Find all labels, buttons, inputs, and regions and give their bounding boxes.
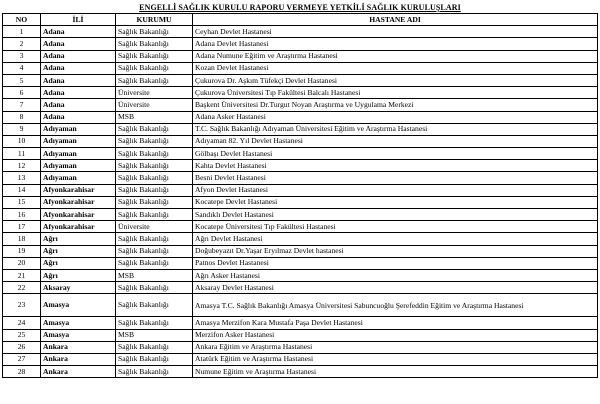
row-hospital-cell: Kocatepe Üniversitesi Tıp Fakültesi Hastanesi [193, 221, 598, 233]
row-institution-cell: Sağlık Bakanlığı [116, 148, 193, 160]
row-no-cell: 17 [3, 221, 41, 233]
row-hospital-cell: Adıyaman 82. Yıl Devlet Hastanesi [193, 135, 598, 147]
document-page [2, 2, 598, 378]
row-hospital-cell: Ağrı Asker Hastanesi [193, 269, 598, 281]
row-no-cell: 26 [3, 341, 41, 353]
row-institution-cell: Sağlık Bakanlığı [116, 209, 193, 221]
table-row [3, 317, 598, 329]
row-institution-cell: Sağlık Bakanlığı [116, 135, 193, 147]
row-no-cell: 8 [3, 111, 41, 123]
row-institution-cell: Sağlık Bakanlığı [116, 50, 193, 62]
table-row [3, 209, 598, 221]
row-hospital-cell: Doğubeyazıt Dr.Yaşar Eryılmaz Devlet hastanesi [193, 245, 598, 257]
row-institution-cell: Sağlık Bakanlığı [116, 172, 193, 184]
hospital-table [2, 13, 598, 378]
row-province-cell: Ankara [41, 366, 116, 378]
header-kurumu: KURUMU [116, 14, 193, 26]
row-institution-cell: MSB [116, 111, 193, 123]
row-hospital-cell: Kocatepe Devlet Hastanesi [193, 196, 598, 208]
row-institution-cell: Sağlık Bakanlığı [116, 353, 193, 365]
row-no-cell: 1 [3, 26, 41, 38]
row-no-cell: 7 [3, 99, 41, 111]
row-institution-cell: Sağlık Bakanlığı [116, 233, 193, 245]
table-row [3, 62, 598, 74]
row-hospital-cell: Ceyhan Devlet Hastanesi [193, 26, 598, 38]
row-institution-cell: Sağlık Bakanlığı [116, 123, 193, 135]
row-no-cell: 14 [3, 184, 41, 196]
table-row [3, 172, 598, 184]
row-province-cell: Adıyaman [41, 123, 116, 135]
row-institution-cell: Sağlık Bakanlığı [116, 294, 193, 317]
row-province-cell: Adana [41, 62, 116, 74]
row-hospital-cell: Adana Numune Eğitim ve Araştırma Hastanesi [193, 50, 598, 62]
row-institution-cell: Sağlık Bakanlığı [116, 62, 193, 74]
row-hospital-cell: Ağrı Devlet Hastanesi [193, 233, 598, 245]
row-province-cell: Ağrı [41, 257, 116, 269]
row-hospital-cell: Patnos Devlet Hastanesi [193, 257, 598, 269]
row-no-cell: 24 [3, 317, 41, 329]
row-hospital-cell: Numune Eğitim ve Araştırma Hastanesi [193, 366, 598, 378]
row-province-cell: Amasya [41, 317, 116, 329]
table-row [3, 111, 598, 123]
row-institution-cell: MSB [116, 269, 193, 281]
table-body [3, 26, 598, 378]
row-no-cell: 16 [3, 209, 41, 221]
row-institution-cell: Sağlık Bakanlığı [116, 196, 193, 208]
row-hospital-cell: Gölbaşı Devlet Hastanesi [193, 148, 598, 160]
row-institution-cell: Sağlık Bakanlığı [116, 74, 193, 86]
row-hospital-cell: Amasya T.C. Sağlık Bakanlığı Amasya Üniversitesi Sabuncuoğlu Şerefeddin Eğitim ve Araştırma Hastanesi [193, 294, 598, 317]
row-province-cell: Afyonkarahisar [41, 221, 116, 233]
row-hospital-cell: Çukurova Üniversitesi Tıp Fakültesi Balcalı Hastanesi [193, 87, 598, 99]
table-row [3, 341, 598, 353]
row-no-cell: 27 [3, 353, 41, 365]
table-row [3, 329, 598, 341]
row-no-cell: 20 [3, 257, 41, 269]
table-row [3, 282, 598, 294]
row-hospital-cell: Kahta Devlet Hastanesi [193, 160, 598, 172]
row-province-cell: Adıyaman [41, 135, 116, 147]
table-row [3, 245, 598, 257]
row-no-cell: 2 [3, 38, 41, 50]
table-row [3, 87, 598, 99]
row-institution-cell: Sağlık Bakanlığı [116, 26, 193, 38]
table-row [3, 294, 598, 317]
row-no-cell: 3 [3, 50, 41, 62]
table-header-row [3, 14, 598, 26]
row-province-cell: Adana [41, 38, 116, 50]
row-no-cell: 15 [3, 196, 41, 208]
row-no-cell: 25 [3, 329, 41, 341]
table-row [3, 26, 598, 38]
row-institution-cell: Sağlık Bakanlığı [116, 160, 193, 172]
row-hospital-cell: Sandıklı Devlet Hastanesi [193, 209, 598, 221]
row-hospital-cell: Adana Devlet Hastanesi [193, 38, 598, 50]
table-row [3, 148, 598, 160]
row-no-cell: 5 [3, 74, 41, 86]
row-province-cell: Aksaray [41, 282, 116, 294]
row-institution-cell: Üniversite [116, 221, 193, 233]
row-no-cell: 13 [3, 172, 41, 184]
row-institution-cell: Sağlık Bakanlığı [116, 245, 193, 257]
row-province-cell: Amasya [41, 294, 116, 317]
row-province-cell: Ankara [41, 341, 116, 353]
document-title: ENGELLİ SAĞLIK KURULU RAPORU VERMEYE YETKİLİ SAĞLIK KURULUŞLARI [139, 3, 461, 12]
row-province-cell: Adıyaman [41, 160, 116, 172]
row-province-cell: Adana [41, 99, 116, 111]
row-institution-cell: Sağlık Bakanlığı [116, 38, 193, 50]
row-no-cell: 9 [3, 123, 41, 135]
row-province-cell: Adana [41, 50, 116, 62]
row-province-cell: Adıyaman [41, 148, 116, 160]
table-row [3, 257, 598, 269]
row-province-cell: Adana [41, 111, 116, 123]
row-province-cell: Ağrı [41, 233, 116, 245]
table-row [3, 353, 598, 365]
table-row [3, 196, 598, 208]
row-province-cell: Ankara [41, 353, 116, 365]
row-institution-cell: Sağlık Bakanlığı [116, 184, 193, 196]
row-no-cell: 4 [3, 62, 41, 74]
row-province-cell: Adıyaman [41, 172, 116, 184]
row-institution-cell: Sağlık Bakanlığı [116, 341, 193, 353]
row-hospital-cell: Besni Devlet Hastanesi [193, 172, 598, 184]
row-no-cell: 23 [3, 294, 41, 317]
row-institution-cell: Sağlık Bakanlığı [116, 257, 193, 269]
row-institution-cell: Sağlık Bakanlığı [116, 282, 193, 294]
table-row [3, 221, 598, 233]
row-institution-cell: Üniversite [116, 87, 193, 99]
table-row [3, 38, 598, 50]
table-row [3, 184, 598, 196]
row-hospital-cell: Kozan Devlet Hastanesi [193, 62, 598, 74]
table-row [3, 233, 598, 245]
row-institution-cell: Üniversite [116, 99, 193, 111]
row-institution-cell: Sağlık Bakanlığı [116, 366, 193, 378]
row-hospital-cell: Ankara Eğitim ve Araştırma Hastanesi [193, 341, 598, 353]
row-province-cell: Afyonkarahisar [41, 209, 116, 221]
row-institution-cell: MSB [116, 329, 193, 341]
row-province-cell: Afyonkarahisar [41, 184, 116, 196]
table-row [3, 269, 598, 281]
row-province-cell: Ağrı [41, 269, 116, 281]
table-row [3, 135, 598, 147]
row-hospital-cell: Atatürk Eğitim ve Araştırma Hastanesi [193, 353, 598, 365]
row-province-cell: Ağrı [41, 245, 116, 257]
row-no-cell: 19 [3, 245, 41, 257]
header-ili: İLİ [41, 14, 116, 26]
row-hospital-cell: Amasya Merzifon Kara Mustafa Paşa Devlet Hastanesi [193, 317, 598, 329]
row-province-cell: Adana [41, 87, 116, 99]
row-hospital-cell: Afyon Devlet Hastanesi [193, 184, 598, 196]
table-row [3, 366, 598, 378]
row-no-cell: 6 [3, 87, 41, 99]
row-province-cell: Amasya [41, 329, 116, 341]
row-hospital-cell: Merzifon Asker Hastanesi [193, 329, 598, 341]
row-province-cell: Adana [41, 26, 116, 38]
row-no-cell: 22 [3, 282, 41, 294]
row-no-cell: 10 [3, 135, 41, 147]
row-no-cell: 21 [3, 269, 41, 281]
header-no: NO [3, 14, 41, 26]
table-row [3, 74, 598, 86]
table-row [3, 160, 598, 172]
row-institution-cell: Sağlık Bakanlığı [116, 317, 193, 329]
table-row [3, 99, 598, 111]
row-hospital-cell: Çukurova Dr. Aşkım Tüfekçi Devlet Hastanesi [193, 74, 598, 86]
row-province-cell: Afyonkarahisar [41, 196, 116, 208]
row-no-cell: 18 [3, 233, 41, 245]
table-row [3, 50, 598, 62]
table-row [3, 123, 598, 135]
header-hastane: HASTANE ADI [193, 14, 598, 26]
row-no-cell: 12 [3, 160, 41, 172]
row-hospital-cell: T.C. Sağlık Bakanlığı Adıyaman Üniversitesi Eğitim ve Araştırma Hastanesi [193, 123, 598, 135]
row-no-cell: 28 [3, 366, 41, 378]
row-province-cell: Adana [41, 74, 116, 86]
row-hospital-cell: Başkent Üniversitesi Dr.Turgut Noyan Araştırma ve Uygulama Merkezi [193, 99, 598, 111]
row-hospital-cell: Aksaray Devlet Hastanesi [193, 282, 598, 294]
row-no-cell: 11 [3, 148, 41, 160]
row-hospital-cell: Adana Asker Hastanesi [193, 111, 598, 123]
